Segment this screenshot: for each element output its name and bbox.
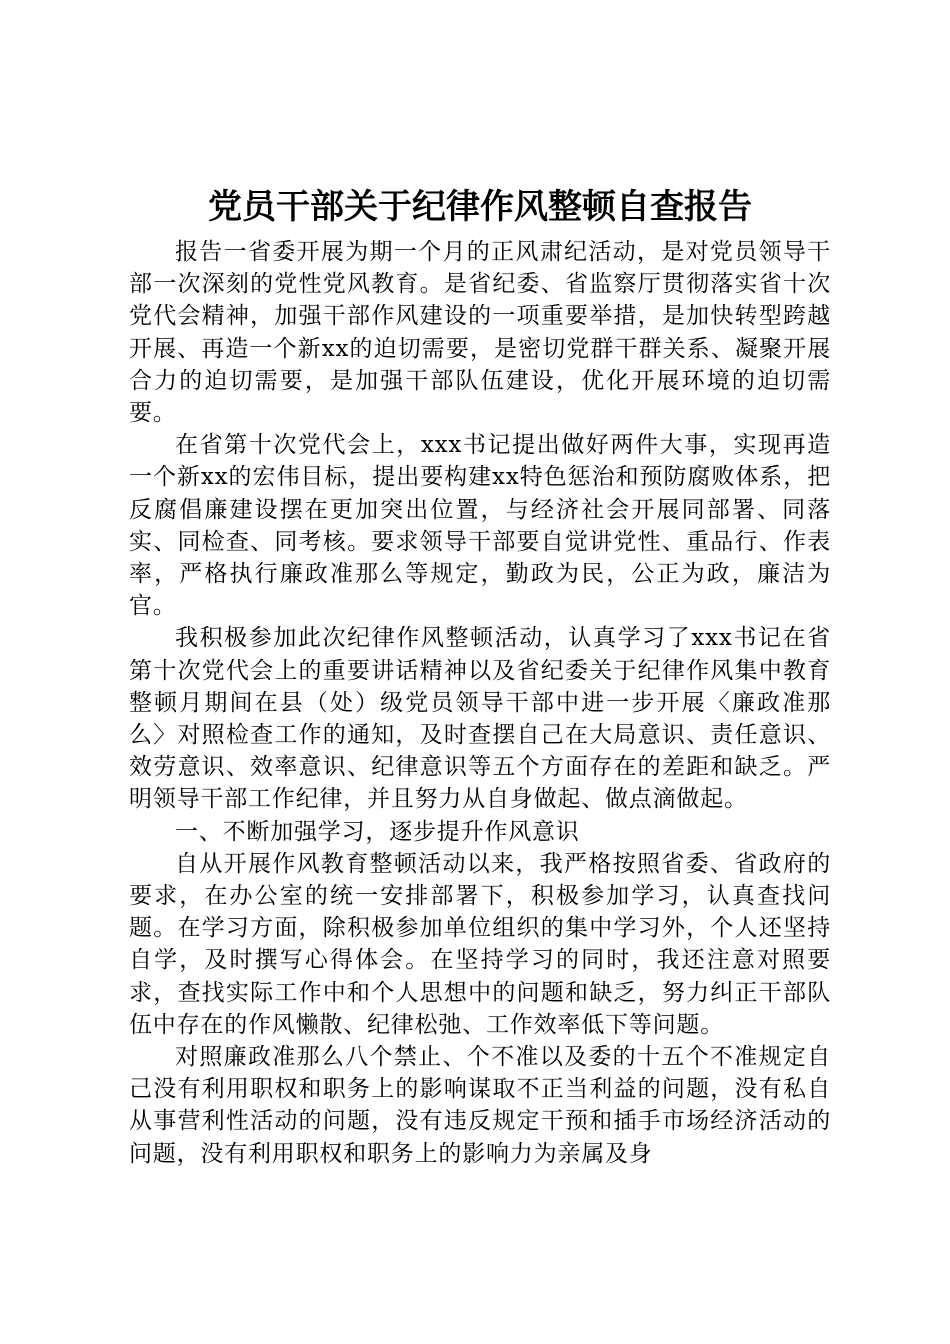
document-body <box>129 236 831 1170</box>
paragraph-party-congress: 在省第十次党代会上，xxx书记提出做好两件大事，实现再造一个新xx的宏伟目标，提出要构建xx特色惩治和预防腐败体系，把反腐倡廉建设摆在更加突出位置，与经济社会开展同部署、同落实、同检查、同考核。要求领导干部要自觉讲党性、重品行、作表率，严格执行廉政准那么等规定，勤政为民，公正为政，廉洁为官。 <box>129 432 831 620</box>
paragraph-study: 自从开展作风教育整顿活动以来，我严格按照省委、省政府的要求，在办公室的统一安排部署下，积极参加学习，认真查找问题。在学习方面，除积极参加单位组织的集中学习外，个人还坚持自学，及时撰写心得体会。在坚持学习的同时，我还注意对照要求，查找实际工作中和个人思想中的问题和缺乏，努力纠正干部队伍中存在的作风懒散、纪律松弛、工作效率低下等问题。 <box>129 850 831 1038</box>
paragraph-intro: 报告一省委开展为期一个月的正风肃纪活动，是对党员领导干部一次深刻的党性党风教育。是省纪委、省监察厅贯彻落实省十次党代会精神，加强干部作风建设的一项重要举措，是加快转型跨越开展、再造一个新xx的迫切需要，是密切党群干群关系、凝聚开展合力的迫切需要，是加强干部队伍建设，优化开展环境的迫切需要。 <box>129 239 831 427</box>
section-heading-1: 一、不断加强学习，逐步提升作风意识 <box>175 818 580 845</box>
document-title: 党员干部关于纪律作风整顿自查报告 <box>208 187 752 227</box>
paragraph-participation: 我积极参加此次纪律作风整顿活动，认真学习了xxx书记在省第十次党代会上的重要讲话精神以及省纪委关于纪律作风集中教育整顿月期间在县（处）级党员领导干部中进一步开展〈廉政准那么〉对照检查工作的通知，及时查摆自己在大局意识、责任意识、效劳意识、效率意识、纪律意识等五个方面存在的差距和缺乏。严明领导干部工作纪律，并且努力从自身做起、做点滴做起。 <box>129 625 831 813</box>
paragraph-compliance: 对照廉政准那么八个禁止、个不准以及委的十五个不准规定自己没有利用职权和职务上的影响谋取不正当利益的问题，没有私自从事营利性活动的问题，没有违反规定干预和插手市场经济活动的问题，没有利用职权和职务上的影响力为亲属及身 <box>129 1044 831 1167</box>
